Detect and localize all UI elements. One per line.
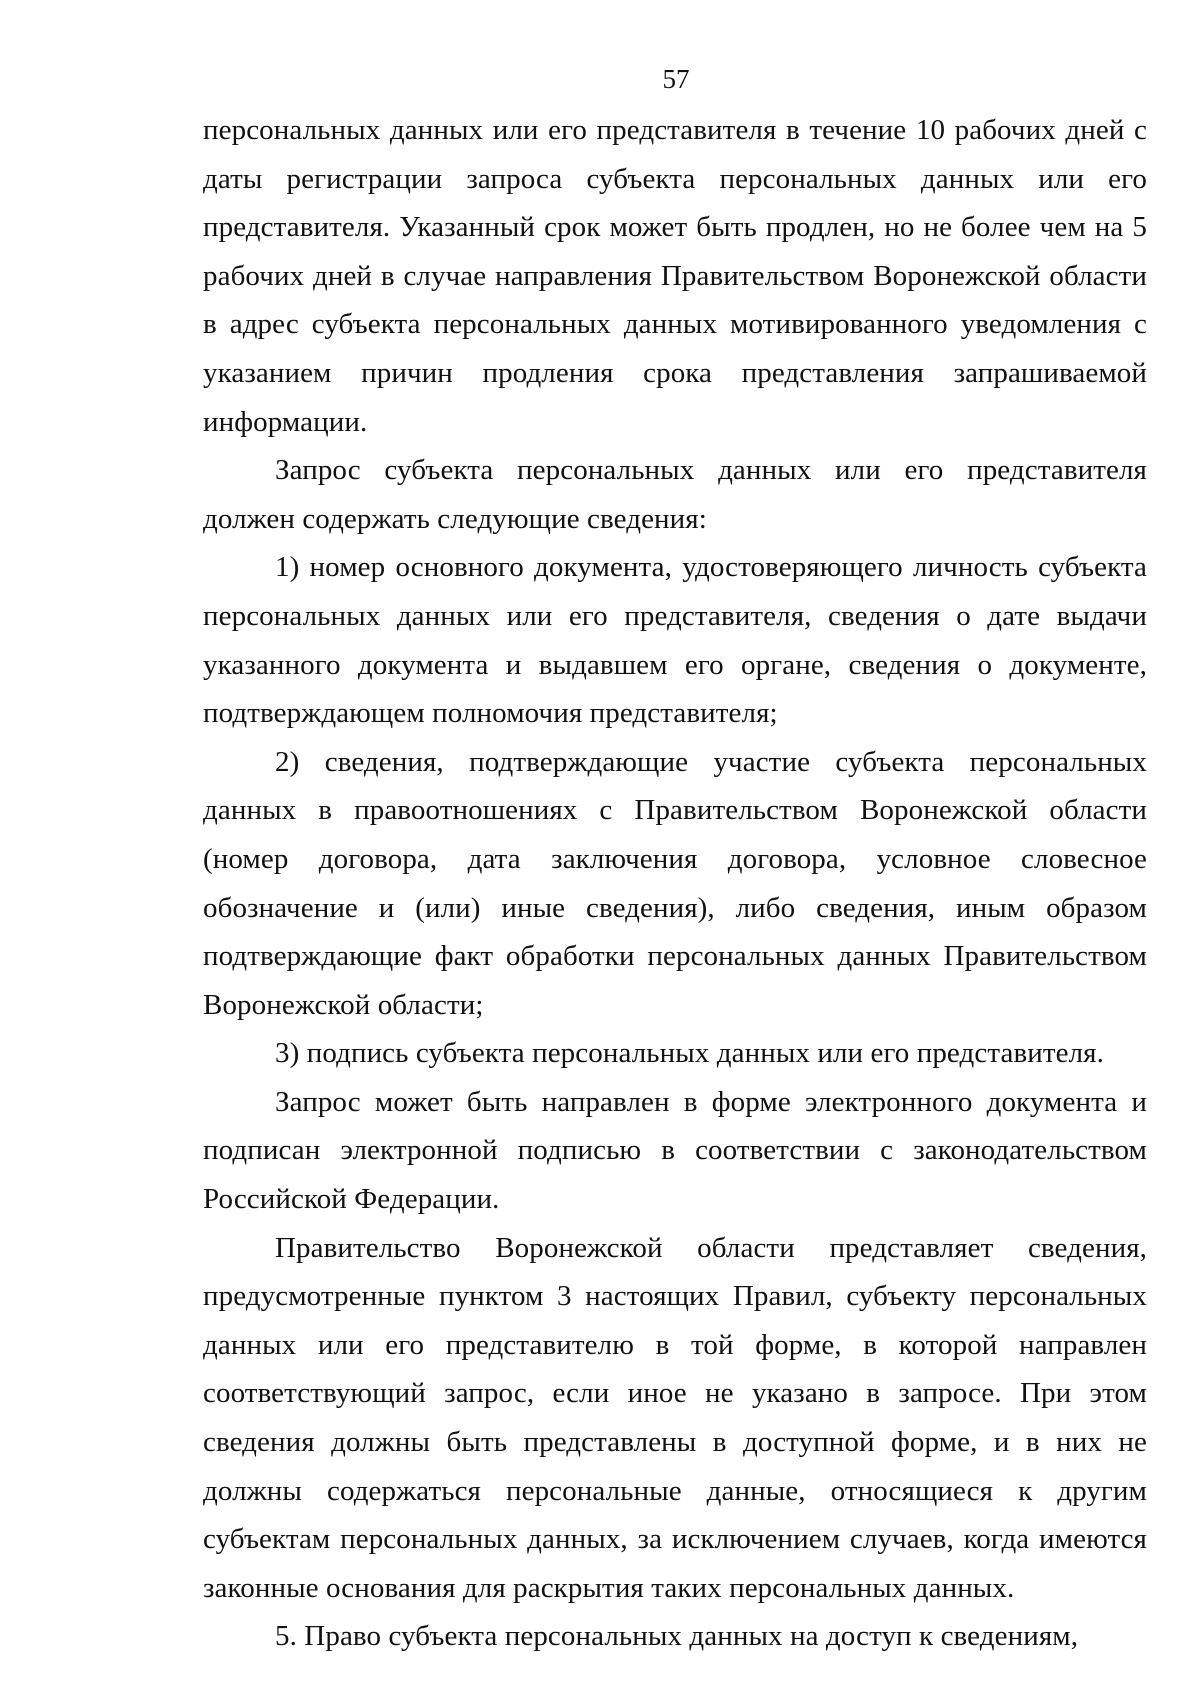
page-number: 57 xyxy=(662,64,690,94)
paragraph-government-provides: Правительство Воронежской области представляет сведения, предусмотренные пунктом 3 настоящих Правил, субъекту персональных данных или его представителю в той форме, в которой направлен соответствующий запрос, если иное не указано в запросе. При этом сведения должны быть представлены в доступной форме, и в них не должны содержаться персональные данные, относящиеся к другим субъектам персональных данных, за исключением случаев, когда имеются законные основания для раскрытия таких персональных данных. xyxy=(203,1231,1147,1604)
list-item-3: 3) подпись субъекта персональных данных или его представителя. xyxy=(275,1037,1104,1070)
paragraph-electronic-request: Запрос может быть направлен в форме электронного документа и подписан электронной подписью в соответствии с законодательством Российской Федерации. xyxy=(203,1085,1147,1216)
list-item-2: 2) сведения, подтверждающие участие субъекта персональных данных в правоотношениях с Правительством Воронежской области (номер договора, дата заключения договора, условное словесное обозначение и (или) иные сведения), либо сведения, иным образом подтверждающие факт обработки персональных данных Правительством Воронежской области; xyxy=(203,745,1147,1021)
paragraph-section-5: 5. Право субъекта персональных данных на доступ к сведениям, xyxy=(275,1620,1079,1653)
list-item-1: 1) номер основного документа, удостоверяющего личность субъекта персональных данных или его представителя, сведения о дате выдачи указанного документа и выдавшем его органе, сведения о документе, подтверждающем полномочия представителя; xyxy=(203,551,1147,730)
paragraph-request-contents: Запрос субъекта персональных данных или его представителя должен содержать следующие сведения: xyxy=(203,454,1147,535)
document-body xyxy=(203,106,1147,1661)
paragraph-continuation: персональных данных или его представителя в течение 10 рабочих дней с даты регистрации запроса субъекта персональных данных или его представителя. Указанный срок может быть продлен, но не более чем на 5 рабочих дней в случае направления Правительством Воронежской области в адрес субъекта персональных данных мотивированного уведомления с указанием причин продления срока представления запрашиваемой информации. xyxy=(203,114,1147,438)
